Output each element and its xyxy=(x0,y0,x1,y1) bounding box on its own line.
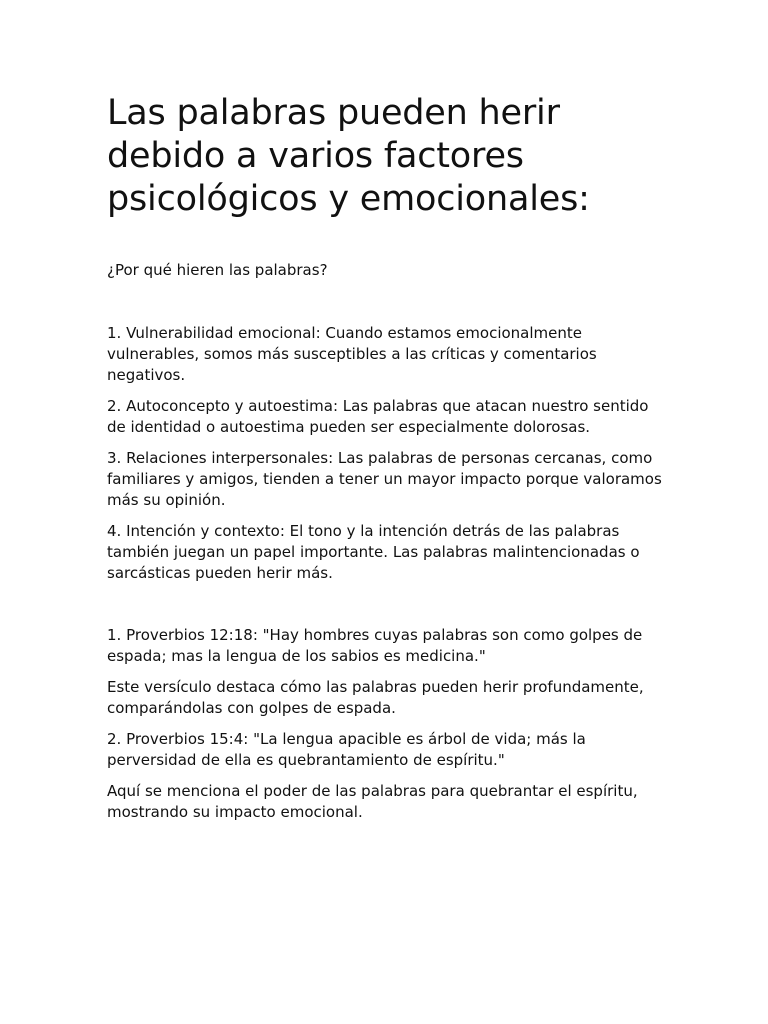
reason-item: 3. Relaciones interpersonales: Las palabras de personas cercanas, como familiares y amigos, tienden a tener un mayor impacto porque valoramos más su opinión. xyxy=(107,449,662,509)
reason-item: 4. Intención y contexto: El tono y la intención detrás de las palabras también juegan un papel importante. Las palabras malintencionadas o sarcásticas pueden herir más. xyxy=(107,522,640,582)
document-page xyxy=(107,92,667,823)
reason-item: 2. Autoconcepto y autoestima: Las palabras que atacan nuestro sentido de identidad o autoestima pueden ser especialmente dolorosas. xyxy=(107,397,649,436)
section-question: ¿Por qué hieren las palabras? xyxy=(107,261,328,279)
verse-commentary: Aquí se menciona el poder de las palabras para quebrantar el espíritu, mostrando su impacto emocional. xyxy=(107,782,638,821)
document-title: Las palabras pueden herir debido a varios factores psicológicos y emocionales: xyxy=(107,93,590,219)
verse-item: 2. Proverbios 15:4: "La lengua apacible es árbol de vida; más la perversidad de ella es quebrantamiento de espíritu." xyxy=(107,730,586,769)
reason-item: 1. Vulnerabilidad emocional: Cuando estamos emocionalmente vulnerables, somos más susceptibles a las críticas y comentarios negativos. xyxy=(107,324,597,384)
verses-list xyxy=(107,625,667,823)
verse-item: 1. Proverbios 12:18: "Hay hombres cuyas palabras son como golpes de espada; mas la lengua de los sabios es medicina." xyxy=(107,626,643,665)
reasons-list xyxy=(107,323,667,584)
verse-commentary: Este versículo destaca cómo las palabras pueden herir profundamente, comparándolas con golpes de espada. xyxy=(107,678,644,717)
